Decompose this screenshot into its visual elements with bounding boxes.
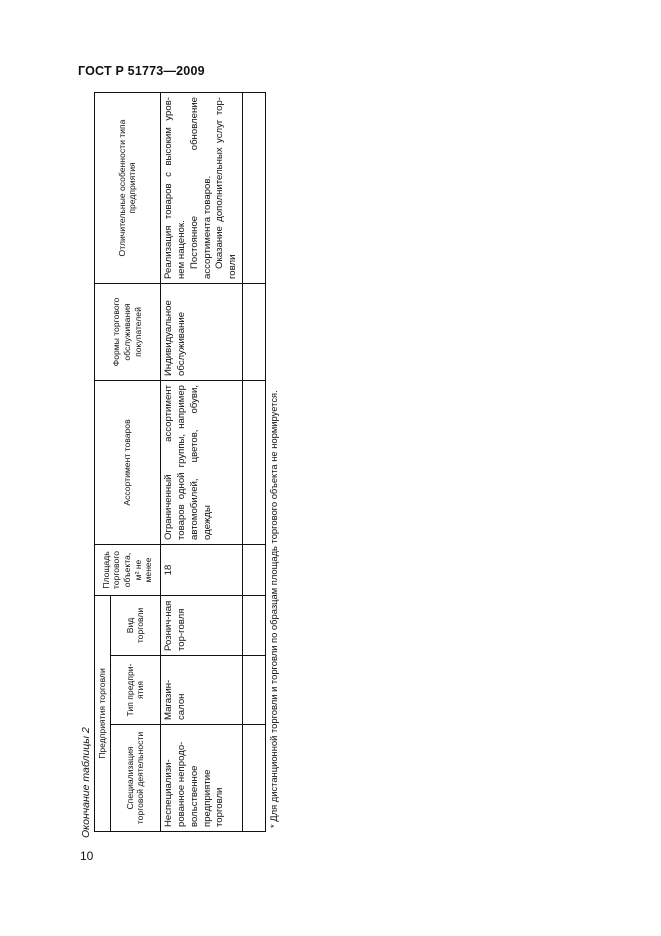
feature-line-3: Оказание дополнительных услуг тор-говли bbox=[214, 97, 239, 279]
col-header-assortment: Ассортимент товаров bbox=[95, 381, 161, 545]
col-header-service: Формы торгового обслуживания покупателей bbox=[95, 284, 161, 381]
cell-type: Магазин-салон bbox=[160, 656, 243, 725]
table-header-row-1 bbox=[95, 93, 111, 832]
col-header-features: Отличительные особенности типа предприятия bbox=[95, 93, 161, 284]
document-header: ГОСТ Р 51773—2009 bbox=[78, 64, 205, 78]
group-header: Предприятия торговли bbox=[95, 596, 111, 832]
cell-assortment: Ограниченный ассортимент товаров одной группы, например автомобилей, цветов, обуви, одежды bbox=[160, 381, 243, 545]
cell-service: Индивидуальное обслуживание bbox=[160, 284, 243, 381]
table-row bbox=[160, 93, 243, 832]
cell-kind: Рознич-ная тор-говля bbox=[160, 596, 243, 656]
col-header-area: Площадь торгового объекта, м² не менее bbox=[95, 545, 161, 596]
table-caption: Окончание таблицы 2 bbox=[80, 727, 92, 838]
footnote: * Для дистанционной торговли и торговли по образцам площадь торгового объекта не нормируется. bbox=[268, 390, 279, 828]
col-header-type: Тип предпри-ятия bbox=[110, 656, 160, 725]
table-2 bbox=[94, 92, 266, 832]
col-header-specialization: Специализация торговой деятельности bbox=[110, 725, 160, 832]
cell-area: 18 bbox=[160, 545, 243, 596]
feature-line-2: Постоянное обновление ассортимента товаров. bbox=[188, 97, 213, 279]
table-empty-row bbox=[243, 93, 266, 832]
rotated-content bbox=[80, 86, 280, 838]
cell-features bbox=[160, 93, 243, 284]
col-header-kind: Вид торговли bbox=[110, 596, 160, 656]
feature-line-1: Реализация товаров с высоким уров-нем наценок. bbox=[162, 97, 187, 279]
cell-specialization: Неспециализи-рованное непродо-вольственное предприятие торговли bbox=[160, 725, 243, 832]
page-number: 10 bbox=[80, 849, 94, 863]
